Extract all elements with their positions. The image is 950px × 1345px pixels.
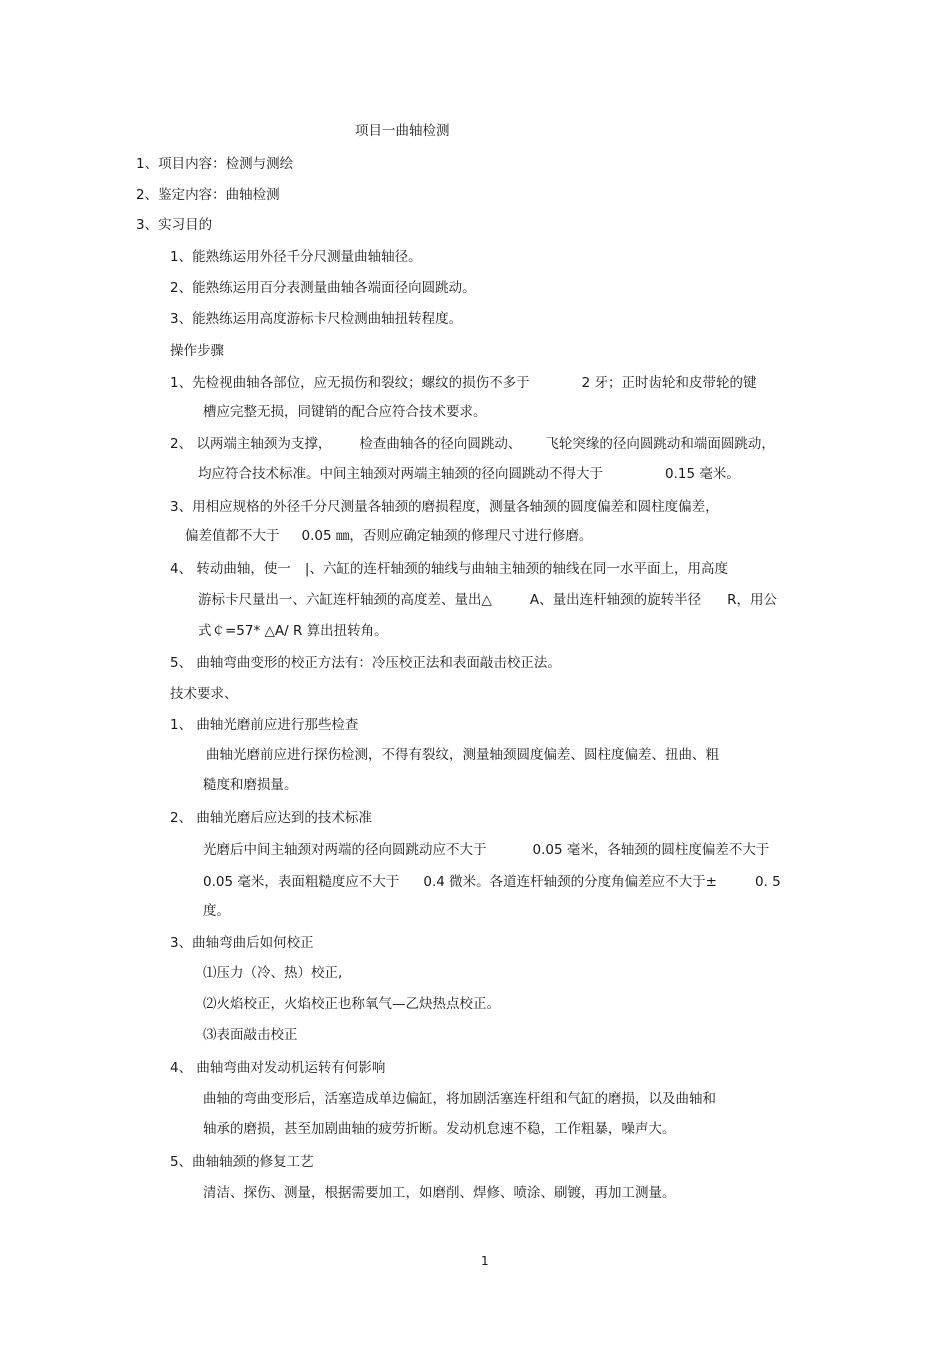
tech-heading: 技术要求、: [170, 686, 238, 702]
step-1-line-1: [170, 374, 756, 392]
step-1-line-2: 槽应完整无损，同键销的配合应符合技术要求。: [203, 404, 487, 420]
intro-item-3: 3、实习目的: [136, 217, 213, 233]
tech-2-text-d: 0.4 微米。各道连杆轴颈的分度角偏差应不大于±: [423, 874, 717, 890]
tech-3-title: 3、曲轴弯曲后如何校正: [170, 935, 314, 951]
tech-2-text-b: 0.05 毫米，各轴颈的圆柱度偏差不大于: [532, 842, 770, 858]
step-3-line-1: 3、用相应规格的外径千分尺测量各轴颈的磨损程度，测量各轴颈的圆度偏差和圆柱度偏差，: [170, 499, 719, 515]
tech-3-item-1: ⑴压力（冷、热）校正,: [203, 965, 343, 981]
step-4-text-e: R，用公: [727, 592, 778, 608]
page-title: 项目一曲轴检测: [355, 123, 450, 139]
step-3-text-b: 0.05 ㎜，否则应确定轴颈的修理尺寸进行修磨。: [301, 528, 593, 544]
tech-3-item-3: ⑶表面敲击校正: [203, 1027, 298, 1043]
step-2-text-e: 0.15 毫米。: [665, 466, 740, 482]
tech-3-item-2: ⑵火焰校正，火焰校正也称氧气—乙炔热点校正。: [203, 996, 500, 1012]
tech-5-title: 5、曲轴轴颈的修复工艺: [170, 1154, 314, 1170]
intro-item-1: 1、项目内容：检测与测绘: [136, 156, 294, 172]
tech-4-title: 4、 曲轴弯曲对发动机运转有何影响: [170, 1060, 386, 1076]
tech-5-line-1: 清洁、探伤、测量，根据需要加工，如磨削、焊修、喷涂、刷镀，再加工测量。: [203, 1185, 676, 1201]
goal-item-2: 2、能熟练运用百分表测量曲轴各端面径向圆跳动。: [170, 280, 476, 296]
tech-2-text-a: 光磨后中间主轴颈对两端的径向圆跳动应不大于: [203, 842, 487, 858]
step-2-line-2: [198, 465, 740, 483]
step-2-text-b: 检查曲轴各的径向圆跳动、: [359, 436, 522, 452]
tech-2-line-2: [203, 873, 781, 891]
step-4-line-1: [170, 560, 728, 578]
steps-heading: 操作步骤: [170, 343, 224, 359]
tech-2-line-3: 度。: [203, 903, 230, 919]
tech-2-text-c: 0.05 毫米，表面粗糙度应不大于: [203, 874, 400, 890]
step-4-line-3: 式￠=57* △A/ R 算出扭转角。: [198, 623, 388, 639]
step-5: 5、 曲轴弯曲变形的校正方法有：冷压校正法和表面敲击校正法。: [170, 655, 561, 671]
tech-4-line-2: 轴承的磨损，甚至加剧曲轴的疲劳折断。发动机怠速不稳，工作粗暴，噪声大。: [203, 1121, 676, 1137]
goal-item-3: 3、能熟练运用高度游标卡尺检测曲轴扭转程度。: [170, 311, 463, 327]
step-2-line-1: [170, 435, 775, 453]
step-2-text-c: 飞轮突缘的径向圆跳动和端面圆跳动，: [545, 436, 775, 452]
tech-1-line-2: 糙度和磨损量。: [203, 777, 298, 793]
step-2-text-d: 均应符合技术标准。中间主轴颈对两端主轴颈的径向圆跳动不得大于: [198, 466, 603, 482]
step-4-text-b: |、六缸的连杆轴颈的轴线与曲轴主轴颈的轴线在同一水平面上，用高度: [304, 561, 728, 577]
step-1-text-b: 2 牙；正时齿轮和皮带轮的键: [581, 375, 757, 391]
step-4-text-c: 游标卡尺量出一、六缸连杆轴颈的高度差、量出△: [198, 592, 492, 608]
tech-2-title: 2、 曲轴光磨后应达到的技术标准: [170, 810, 372, 826]
intro-item-2: 2、鉴定内容：曲轴检测: [136, 187, 280, 203]
tech-1-title: 1、 曲轴光磨前应进行那些检查: [170, 717, 359, 733]
tech-4-line-1: 曲轴的弯曲变形后，活塞造成单边偏缸，将加剧活塞连杆组和气缸的磨损，以及曲轴和: [203, 1091, 716, 1107]
tech-2-line-1: [203, 841, 769, 859]
step-4-text-a: 4、 转动曲轴，使一: [170, 561, 291, 577]
step-1-text-a: 1、先检视曲轴各部位，应无损伤和裂纹；螺纹的损伤不多于: [170, 375, 530, 391]
step-4-line-2: [198, 591, 777, 609]
step-4-text-d: A、量出连杆轴颈的旋转半径: [529, 592, 702, 608]
step-3-line-2: [185, 527, 592, 545]
tech-2-text-e: 0. 5: [754, 874, 781, 890]
goal-item-1: 1、能熟练运用外径千分尺测量曲轴轴径。: [170, 249, 422, 265]
tech-1-line-1: 曲轴光磨前应进行探伤检测，不得有裂纹，测量轴颈圆度偏差、圆柱度偏差、扭曲、粗: [206, 747, 719, 763]
step-2-text-a: 2、 以两端主轴颈为支撑，: [170, 436, 332, 452]
step-3-text-a: 偏差值都不大于: [185, 528, 280, 544]
page-number: 1: [481, 1254, 489, 1268]
